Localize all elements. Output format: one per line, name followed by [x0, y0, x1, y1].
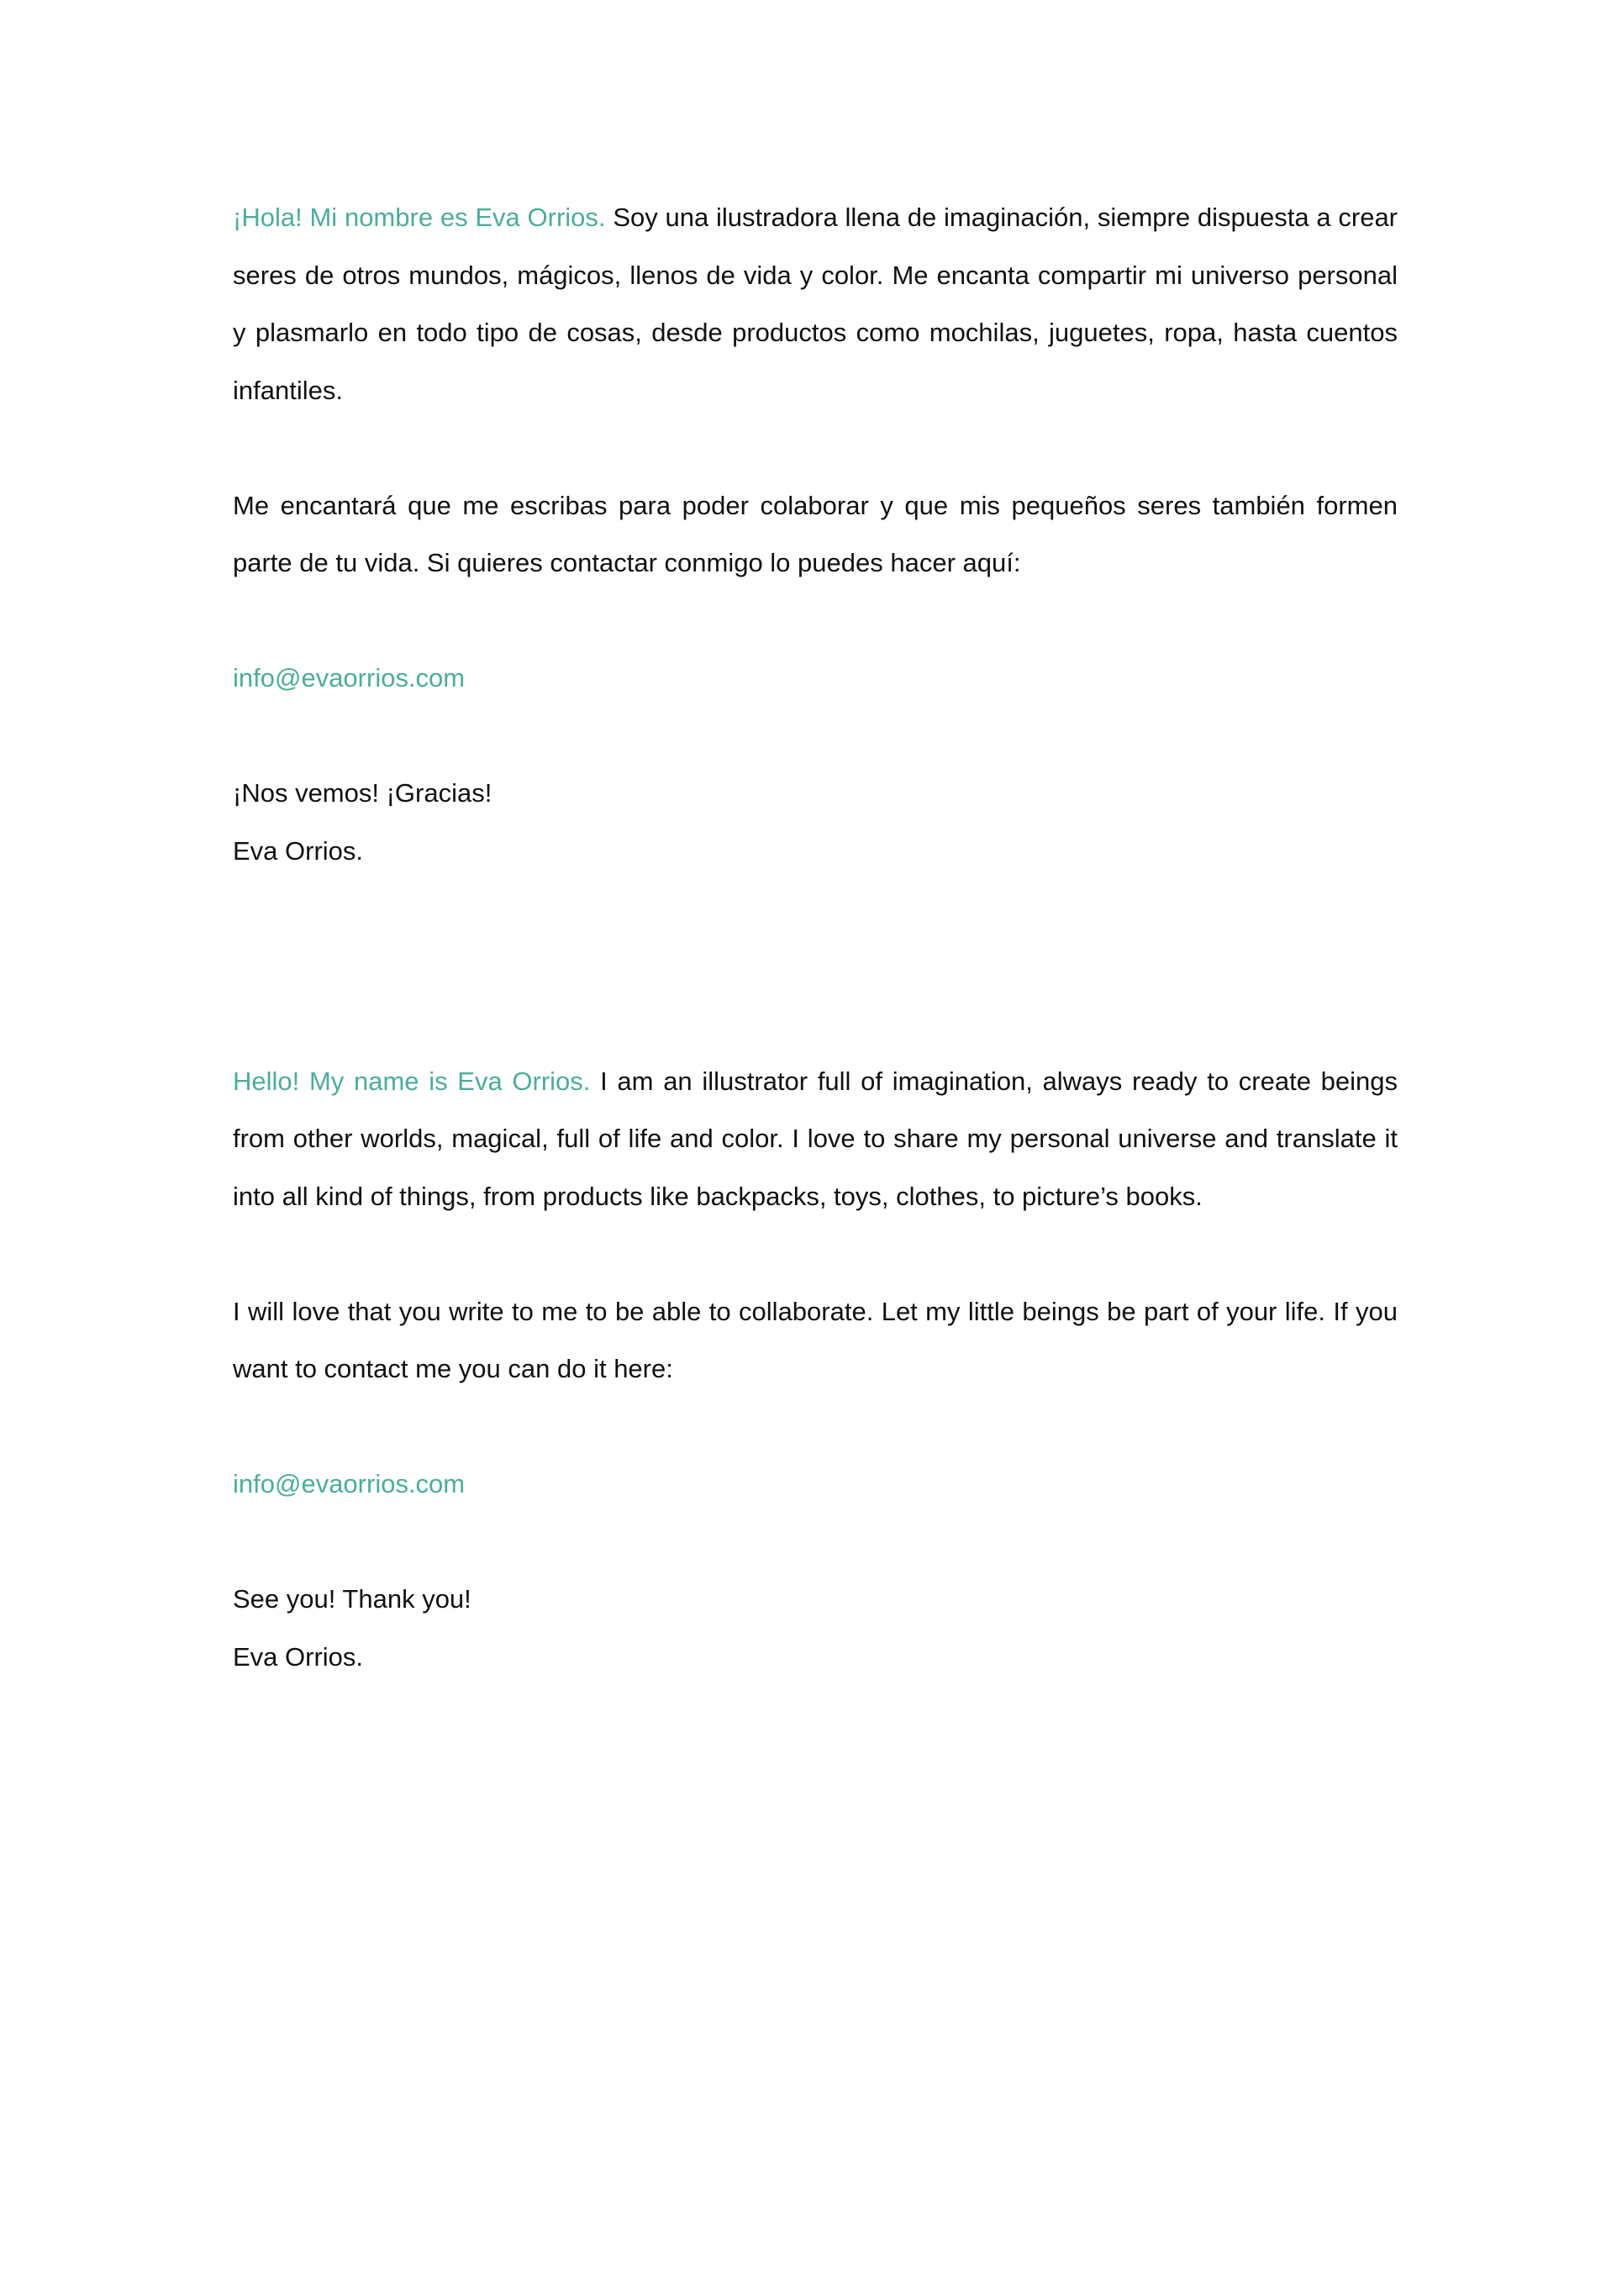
english-intro-text: I am an illustrator full of imagination, always ready to create beings from other worlds, magical, full of life and color. I love to share my personal universe and translate it into all kind of things, from products like backpacks, toys, clothes, to picture’s books.: [233, 1066, 1398, 1211]
spanish-intro-paragraph: [233, 189, 1398, 419]
spacer: [233, 1514, 1398, 1572]
spacer: [233, 1398, 1398, 1456]
spacer: [233, 419, 1398, 477]
spacer: [233, 1225, 1398, 1283]
spanish-invite-paragraph: Me encantará que me escribas para poder colaborar y que mis pequeños seres también formen parte de tu vida. Si quieres contactar conmigo lo puedes hacer aquí:: [233, 490, 1398, 577]
spanish-signature: Eva Orrios.: [233, 835, 364, 866]
english-section: [233, 1053, 1398, 1687]
english-greeting-highlight: Hello! My name is Eva Orrios.: [233, 1066, 591, 1096]
spanish-email-link[interactable]: info@evaorrios.com: [233, 663, 466, 692]
spanish-section: [233, 189, 1398, 880]
spanish-greeting-highlight: ¡Hola! Mi nombre es Eva Orrios.: [233, 203, 606, 232]
english-invite-paragraph: I will love that you write to me to be able to collaborate. Let my little beings be part of your life. If you want to contact me you can do it here:: [233, 1296, 1398, 1383]
section-divider-space: [233, 880, 1398, 1053]
spacer: [233, 708, 1398, 766]
spanish-closing: ¡Nos vemos! ¡Gracias!: [233, 778, 492, 808]
spanish-intro-text: Soy una ilustradora llena de imaginación, siempre dispuesta a crear seres de otros mundos, mágicos, llenos de vida y color. Me encanta compartir mi universo personal y plasmarlo en todo tipo de cosas, desde productos como mochilas, juguetes, ropa, hasta cuentos infantiles.: [233, 203, 1398, 405]
letter-page: [233, 189, 1398, 1686]
english-email-link[interactable]: info@evaorrios.com: [233, 1469, 466, 1498]
english-closing: See you! Thank you!: [233, 1584, 471, 1614]
english-intro-paragraph: [233, 1053, 1398, 1226]
spacer: [233, 592, 1398, 650]
english-signature: Eva Orrios.: [233, 1641, 364, 1672]
